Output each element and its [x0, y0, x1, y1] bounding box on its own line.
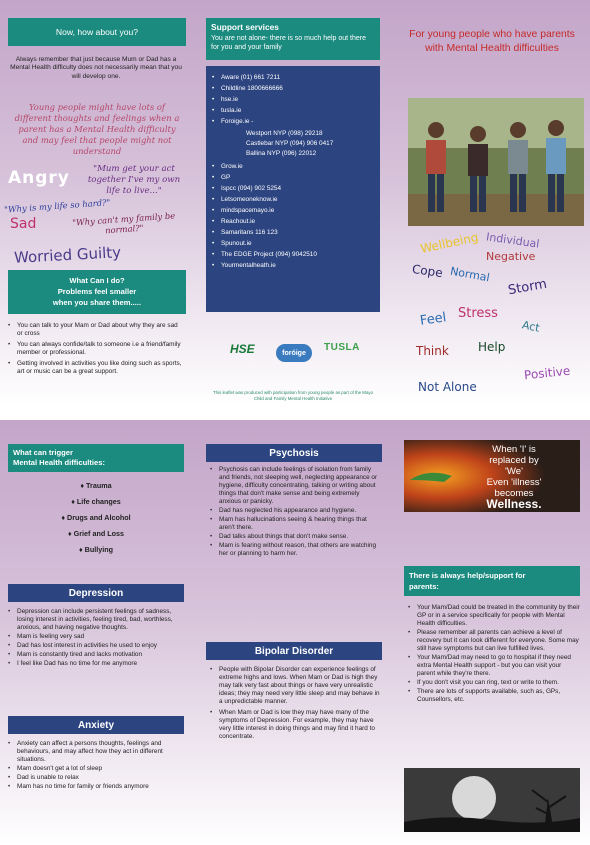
word-stress: Stress	[458, 306, 498, 321]
wellness-quote	[448, 444, 580, 510]
list-item: • Mam has no time for family or friends anymore	[8, 783, 184, 791]
hse-logo: HSE	[230, 342, 255, 356]
list-item: • Psychosis can include feelings of isolation from family and friends, not sleeping well, neglecting appearance or hygiene, difficulty concentrating, talking or writing about things that don't make sense and being extremely anxious or panicky.	[210, 466, 380, 506]
trigger-item: ♦ Grief and Loss	[68, 529, 124, 538]
support-subtitle: You are not alone- there is so much help out there for you and your family	[211, 35, 367, 51]
depression-list	[8, 608, 184, 669]
support-panel	[206, 18, 380, 402]
word-angry: Angry	[8, 168, 70, 188]
psychosis-header: Psychosis	[206, 444, 382, 462]
foroige-ballina: Ballina NYP (096) 22012	[246, 150, 317, 157]
trigger-item: ♦ Drugs and Alcohol	[61, 513, 131, 522]
support-list-box	[206, 66, 380, 312]
support-item: • Ispcc (094) 902 5254	[212, 185, 374, 193]
quote-get-your-act: "Mum get your act together I've my own life to live..."	[87, 164, 181, 196]
list-item: • If you don't visit you can ring, text or write to them.	[408, 679, 580, 687]
cover-panel	[400, 18, 584, 402]
support-item: • Grow.ie	[212, 163, 374, 171]
wellness-image	[404, 440, 580, 512]
list-item: • Mam is constantly tired and lacks motivation	[8, 651, 184, 659]
what-can-sub1: Problems feel smaller	[57, 287, 137, 296]
support-item: • Aware (01) 661 7211	[212, 74, 374, 82]
list-item: • Getting involved in activities you like doing such as sports, art or music can be a great support.	[8, 360, 184, 376]
list-item: • Dad has lost interest in activities he used to enjoy	[8, 642, 184, 650]
help-header	[404, 566, 580, 596]
support-list-2	[212, 163, 374, 270]
support-item: • GP	[212, 174, 374, 182]
now-how-panel	[3, 18, 186, 398]
triggers-column	[8, 444, 184, 840]
logo-row	[226, 340, 366, 370]
list-item: • When Mam or Dad is low they may have many of the symptoms of Depression. For example, they may have very little interest in doing things and may find it hard to concentrate.	[210, 709, 380, 741]
word-positive: Positive	[523, 363, 571, 383]
leaflet-outside-page	[0, 0, 590, 405]
triggers-title-2: Mental Health difficulties:	[13, 458, 105, 467]
psychosis-list	[210, 466, 380, 559]
word-not-alone: Not Alone	[418, 380, 477, 394]
list-item: • People with Bipolar Disorder can experience feelings of extreme highs and lows. When Mam or Dad is high they may talk very fast about things or have very unrealistic ideas; they may need very little sleep and may behave in a unpredictable manner.	[210, 666, 380, 706]
word-sad: Sad	[10, 216, 37, 232]
quote-why-hard: "Why is my life so hard?"	[3, 197, 111, 215]
wellness-line: becomes	[494, 488, 534, 499]
support-item: • tusla.ie	[212, 107, 374, 115]
trigger-item: ♦ Bullying	[78, 545, 114, 554]
support-item: • Samaritans 116 123	[212, 229, 374, 237]
word-storm: Storm	[506, 276, 549, 299]
word-worried-guilty: Worried Guilty	[13, 243, 122, 267]
support-item: • Childline 1800666666	[212, 85, 374, 93]
list-item: • You can always confide/talk to someone i.e a friend/family member or professional.	[8, 341, 184, 357]
word-wellbeing: Wellbeing	[419, 230, 480, 256]
bipolar-header: Bipolar Disorder	[206, 642, 382, 660]
now-how-intro: Always remember that just because Mum or Dad has a Mental Health difficulty does not necessarily mean that you will develop one.	[10, 56, 182, 80]
wellness-line: Even 'illness'	[486, 477, 542, 488]
list-item: • Anxiety can affect a persons thoughts, feelings and behaviours, and may affect how they act in different situations.	[8, 740, 184, 764]
list-item: • Dad is unable to relax	[8, 774, 184, 782]
trigger-item: ♦ Life changes	[71, 497, 121, 506]
what-can-title: What Can I do?	[69, 276, 125, 285]
wellness-line: 'We'	[505, 466, 523, 477]
list-item: • Mam is feeling very sad	[8, 633, 184, 641]
wellness-line: Wellness.	[486, 497, 542, 511]
anxiety-list	[8, 740, 184, 792]
list-item: • There are lots of supports available, such as, GPs, Counsellors, etc.	[408, 688, 580, 704]
word-cope: Cope	[411, 261, 444, 281]
list-item: • Dad talks about things that don't make sense.	[210, 533, 380, 541]
support-list	[212, 74, 374, 126]
word-normal: Normal	[449, 264, 491, 285]
triggers-header	[8, 444, 184, 472]
depression-header: Depression	[8, 584, 184, 602]
foroige-sublist	[212, 129, 374, 159]
support-header	[206, 18, 380, 60]
list-item: • Please remember all parents can achieve a level of recovery but it can look different for everyone. Some may still have symptoms but can live fulfilled lives.	[408, 629, 580, 653]
cover-photo	[408, 98, 584, 226]
tusla-logo: TUSLA	[324, 342, 360, 353]
list-item: • Mam doesn't get a lot of sleep	[8, 765, 184, 773]
what-can-list	[8, 322, 184, 379]
list-item: • Mam has hallucinations seeing & hearing things that aren't there.	[210, 516, 380, 532]
now-how-header: Now, how about you?	[8, 18, 186, 46]
list-item: • I feel like Dad has no time for me anymore	[8, 660, 184, 668]
word-negative: Negative	[486, 250, 536, 263]
support-item: • hse.ie	[212, 96, 374, 104]
anxiety-header: Anxiety	[8, 716, 184, 734]
moon-tree-graphic	[404, 768, 580, 832]
what-can-header	[8, 270, 186, 314]
leaflet-inside-page	[0, 420, 590, 845]
word-individual: Individual	[485, 230, 541, 251]
list-item: • You can talk to your Mam or Dad about why they are sad or cross	[8, 322, 184, 338]
support-item: • Yourmentalheath.ie	[212, 262, 374, 270]
support-item: • Foroige.ie -	[212, 118, 374, 126]
list-item: • Your Mam/Dad could be treated in the community by their GP or in a service specifically for people with Mental Health difficulties.	[408, 604, 580, 628]
what-can-sub2: when you share them.....	[52, 298, 142, 307]
quote-why-cant: "Why can't my family be normal?"	[71, 210, 176, 236]
handwritten-note: Young people might have lots of different thoughts and feelings when a parent has a Mental Health difficulty and may feel that people might not understand	[14, 102, 180, 156]
teenagers-photo	[408, 98, 584, 226]
foroige-castlebar: Castlebar NYP (094) 906 0417	[246, 140, 334, 147]
support-item: • mindspacemayo.ie	[212, 207, 374, 215]
help-title-1: There is always help/support for	[409, 571, 526, 580]
trigger-item: ♦ Trauma	[80, 481, 112, 490]
list-item: • Mam is fearing without reason, that others are watching her or planning to harm her.	[210, 542, 380, 558]
foroige-logo: foróige	[276, 344, 312, 362]
triggers-list	[8, 478, 184, 558]
word-act: Act	[520, 318, 541, 335]
help-column	[404, 440, 582, 840]
help-list	[408, 604, 580, 705]
wellness-line: replaced by	[489, 455, 539, 466]
moon-image	[404, 768, 580, 832]
word-think: Think	[416, 344, 449, 358]
list-item: • Depression can include persistent feelings of sadness, losing interest in activities, feeling tired, bad, worthless, anxious, and having negative thoughts.	[8, 608, 184, 632]
support-item: • The EDGE Project (094) 9042510	[212, 251, 374, 259]
bipolar-list	[210, 666, 380, 744]
support-footer: This leaflet was produced with participation from young people as part of the Mayo Child and Family Mental Health Initiative	[212, 390, 374, 401]
word-help: Help	[478, 340, 506, 354]
list-item: • Dad has neglected his appearance and hygiene.	[210, 507, 380, 515]
word-feel: Feel	[419, 310, 448, 329]
help-title-2: parents:	[409, 582, 439, 591]
support-item: • Letsomeoneknow.ie	[212, 196, 374, 204]
list-item: • Your Mam/Dad may need to go to hospital if they need extra Mental Health support - but you can visit your parent while they're there.	[408, 654, 580, 678]
psychosis-column	[206, 444, 382, 840]
wellness-line: When 'I' is	[492, 444, 536, 455]
support-item: • Spunout.ie	[212, 240, 374, 248]
support-title: Support services	[211, 22, 279, 32]
triggers-title-1: What can trigger	[13, 448, 73, 457]
support-item: • Reachout.ie	[212, 218, 374, 226]
foroige-westport: Westport NYP (098) 29218	[246, 130, 323, 137]
cover-title: For young people who have parents with Mental Health difficulties	[409, 29, 575, 54]
